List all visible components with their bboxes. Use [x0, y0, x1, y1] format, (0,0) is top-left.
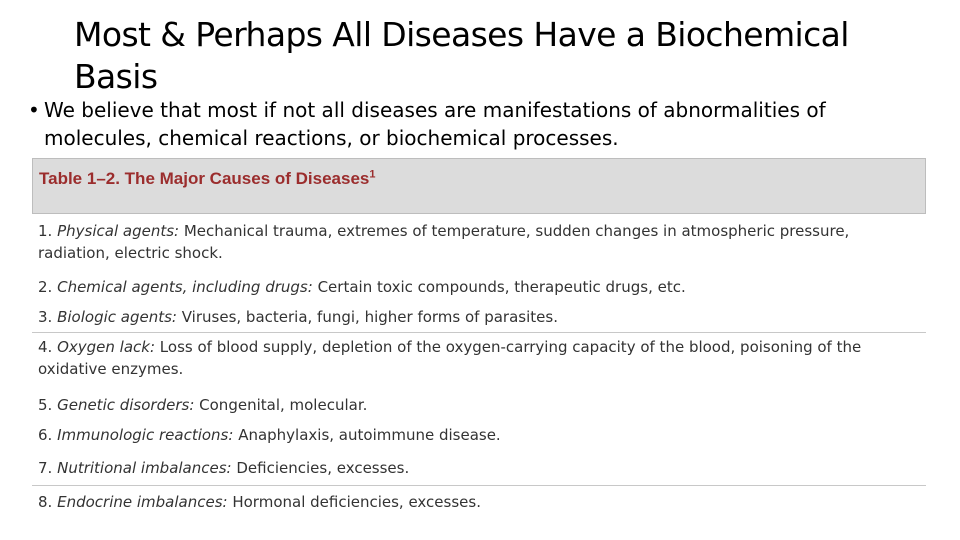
row-number: 8.: [38, 493, 58, 511]
table-row: [32, 220, 926, 268]
table-row: [32, 388, 926, 420]
row-agent: Physical agents:: [57, 222, 180, 240]
row-agent: Immunologic reactions:: [57, 426, 234, 444]
row-description: Congenital, molecular.: [194, 396, 368, 414]
row-description: Loss of blood supply, depletion of the oxygen-carrying capacity of the blood, poisoning of the oxidative enzymes.: [38, 338, 862, 378]
bullet-text: We believe that most if not all diseases are manifestations of abnormalities of molecules, chemical reactions, or biochemical processes.: [44, 98, 826, 150]
row-description: Hormonal deficiencies, excesses.: [227, 493, 481, 511]
table-body: [32, 220, 926, 515]
row-description: Deficiencies, excesses.: [231, 459, 410, 477]
row-number: 6.: [38, 426, 58, 444]
row-agent: Genetic disorders:: [57, 396, 195, 414]
row-number: 3.: [38, 308, 58, 326]
causes-table: [32, 158, 926, 515]
table-title-footnote: 1: [369, 168, 376, 180]
bullet-dot-icon: •: [28, 98, 40, 122]
row-number: 7.: [38, 459, 58, 477]
row-agent: Chemical agents, including drugs:: [57, 278, 313, 296]
bullet-list: [28, 96, 928, 152]
row-agent: Biologic agents:: [57, 308, 177, 326]
row-number: 1.: [38, 222, 58, 240]
row-number: 2.: [38, 278, 58, 296]
table-header: [32, 158, 926, 214]
table-row: [32, 485, 926, 515]
row-description: Mechanical trauma, extremes of temperature, sudden changes in atmospheric pressure, radiation, electric shock.: [38, 222, 850, 262]
row-description: Certain toxic compounds, therapeutic drugs, etc.: [312, 278, 686, 296]
table-row: [32, 268, 926, 300]
row-number: 5.: [38, 396, 58, 414]
row-number: 4.: [38, 338, 58, 356]
slide-title: Most & Perhaps All Diseases Have a Biochemical Basis: [74, 15, 849, 96]
table-row: [32, 332, 926, 388]
table-row: [32, 453, 926, 485]
bullet-item: [28, 96, 928, 152]
row-description: Viruses, bacteria, fungi, higher forms of parasites.: [176, 308, 558, 326]
table-title: Table 1–2. The Major Causes of Diseases$^1$: [39, 168, 376, 188]
row-agent: Endocrine imbalances:: [57, 493, 228, 511]
table-row: [32, 420, 926, 453]
row-agent: Oxygen lack:: [57, 338, 156, 356]
table-row: [32, 300, 926, 332]
row-description: Anaphylaxis, autoimmune disease.: [233, 426, 501, 444]
row-agent: Nutritional imbalances:: [57, 459, 232, 477]
